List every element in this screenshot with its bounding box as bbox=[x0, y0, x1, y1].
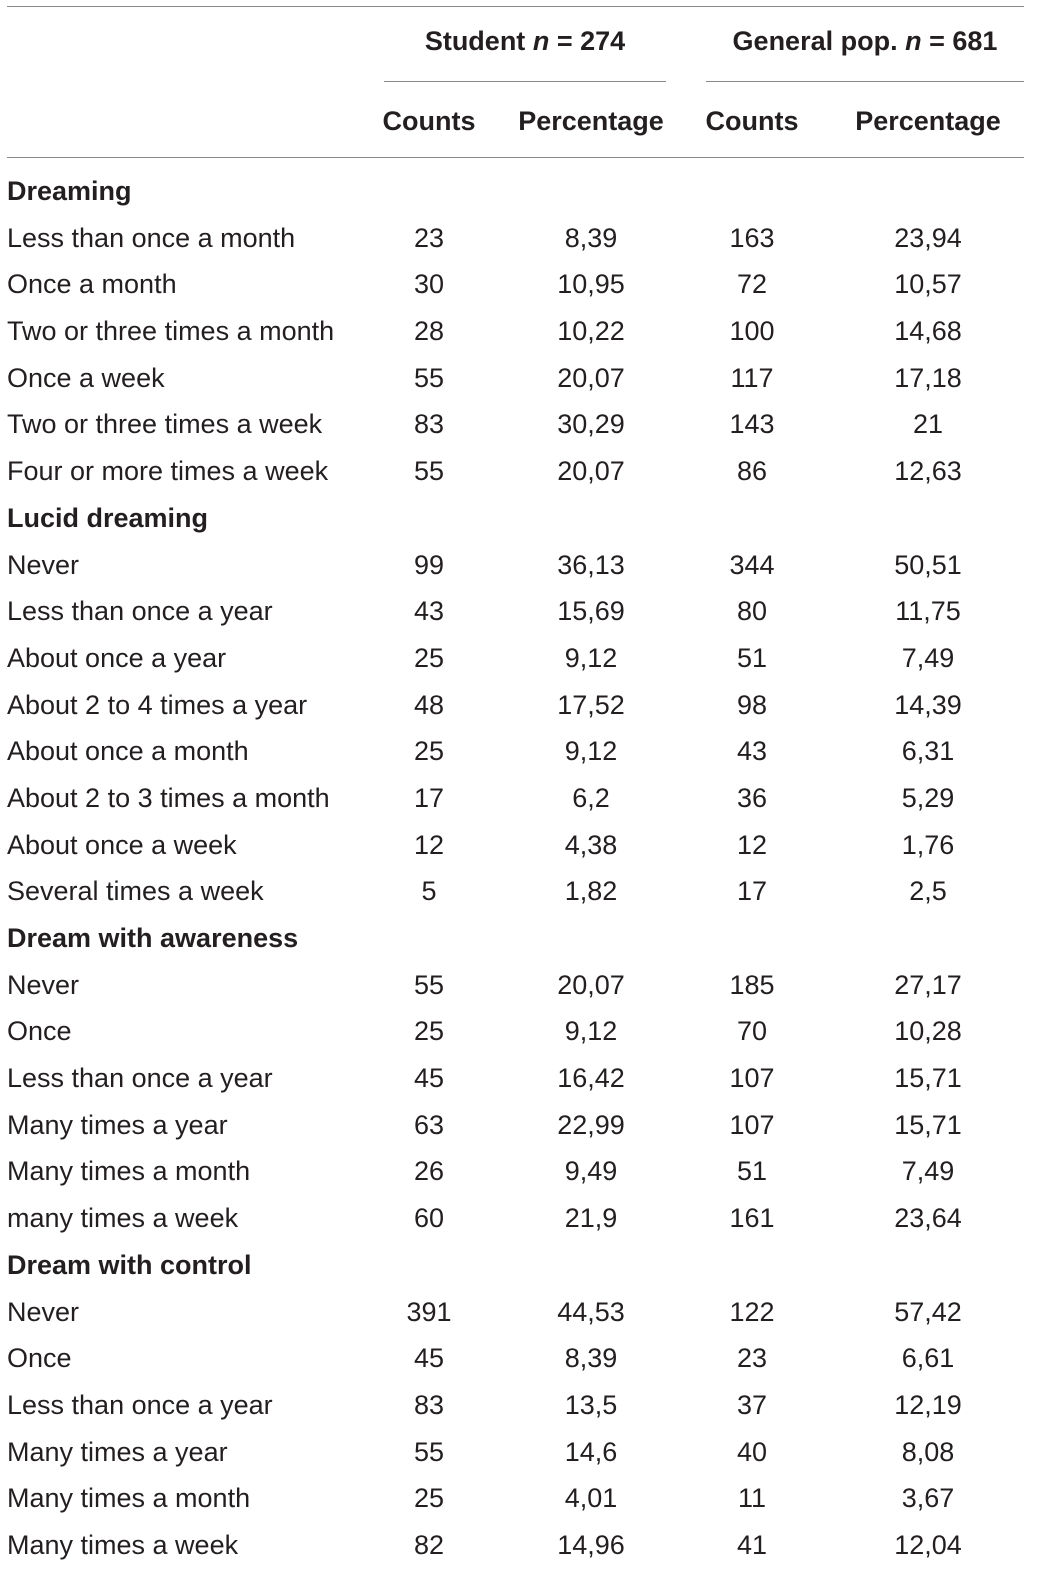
student-percentage-cell: 20,07 bbox=[557, 362, 625, 393]
general-count-cell: 51 bbox=[736, 642, 768, 673]
row-label: About once a week bbox=[7, 829, 237, 860]
student-percentage-cell: 20,07 bbox=[557, 456, 625, 487]
general-percentage-cell: 57,42 bbox=[894, 1296, 962, 1327]
table-row bbox=[0, 775, 1040, 822]
general-count-cell: 43 bbox=[736, 736, 768, 767]
row-label: Less than once a month bbox=[7, 222, 296, 253]
row-label: Many times a month bbox=[7, 1156, 251, 1187]
general-percentage-cell: 21 bbox=[912, 409, 944, 440]
section-title: Dream with awareness bbox=[7, 923, 299, 953]
general-percentage-cell: 15,71 bbox=[894, 1063, 962, 1094]
student-count-cell: 45 bbox=[413, 1063, 445, 1094]
student-percentage-cell: 16,42 bbox=[557, 1063, 625, 1094]
general-count-cell: 163 bbox=[729, 222, 775, 253]
row-label: Once bbox=[7, 1343, 72, 1374]
general-percentage-cell: 17,18 bbox=[894, 362, 962, 393]
general-count-cell: 185 bbox=[729, 969, 775, 1000]
general-percentage-cell: 10,28 bbox=[894, 1016, 962, 1047]
section-title: Dream with control bbox=[7, 1249, 252, 1280]
student-count-cell: 25 bbox=[413, 1483, 445, 1514]
general-count-cell: 107 bbox=[729, 1063, 775, 1094]
row-label: Many times a month bbox=[7, 1483, 251, 1514]
table-row bbox=[0, 1148, 1040, 1195]
row-label: Once a month bbox=[7, 269, 177, 300]
general-count-cell: 17 bbox=[736, 876, 768, 907]
row-label: Never bbox=[7, 1296, 80, 1327]
table-row bbox=[0, 868, 1040, 915]
column-header-general-counts: Counts bbox=[705, 106, 799, 136]
general-count-cell: 122 bbox=[729, 1296, 775, 1327]
general-count-cell: 37 bbox=[736, 1389, 768, 1420]
general-percentage-cell: 8,08 bbox=[901, 1436, 955, 1467]
column-header-general-percentage: Percentage bbox=[855, 106, 1001, 136]
student-count-cell: 30 bbox=[413, 269, 445, 300]
table-row bbox=[0, 1008, 1040, 1055]
row-label: Once a week bbox=[7, 362, 165, 393]
student-count-cell: 63 bbox=[413, 1109, 445, 1140]
general-percentage-cell: 10,57 bbox=[894, 269, 962, 300]
general-count-cell: 107 bbox=[729, 1109, 775, 1140]
student-count-cell: 55 bbox=[413, 456, 445, 487]
general-percentage-cell: 12,63 bbox=[894, 456, 962, 487]
student-percentage-cell: 14,6 bbox=[564, 1436, 618, 1467]
student-count-cell: 17 bbox=[413, 782, 445, 813]
general-percentage-cell: 7,49 bbox=[901, 1156, 955, 1187]
student-count-cell: 391 bbox=[406, 1296, 452, 1327]
row-label: Less than once a year bbox=[7, 596, 273, 627]
student-percentage-cell: 13,5 bbox=[564, 1389, 618, 1420]
general-percentage-cell: 27,17 bbox=[894, 969, 962, 1000]
student-count-cell: 83 bbox=[413, 409, 445, 440]
row-label: About once a month bbox=[7, 736, 249, 767]
student-count-cell: 82 bbox=[413, 1529, 445, 1560]
row-label: many times a week bbox=[7, 1203, 239, 1234]
general-percentage-cell: 3,67 bbox=[901, 1483, 955, 1514]
row-label: Many times a year bbox=[7, 1109, 228, 1140]
student-count-cell: 5 bbox=[421, 876, 437, 907]
sample-size-value: = 681 bbox=[929, 26, 998, 56]
general-count-cell: 117 bbox=[730, 362, 774, 393]
row-label: About 2 to 4 times a year bbox=[7, 689, 308, 720]
student-count-cell: 45 bbox=[413, 1343, 445, 1374]
general-percentage-cell: 5,29 bbox=[901, 782, 955, 813]
row-label: Two or three times a week bbox=[7, 409, 323, 440]
student-count-cell: 25 bbox=[413, 736, 445, 767]
general-count-cell: 344 bbox=[729, 549, 775, 580]
student-count-cell: 55 bbox=[413, 1436, 445, 1467]
student-count-cell: 43 bbox=[413, 596, 445, 627]
table-row bbox=[0, 308, 1040, 355]
student-percentage-cell: 21,9 bbox=[564, 1203, 618, 1234]
section-title: Lucid dreaming bbox=[7, 502, 209, 533]
general-percentage-cell: 6,61 bbox=[901, 1343, 955, 1374]
student-percentage-cell: 10,95 bbox=[557, 269, 625, 300]
column-header-student-counts: Counts bbox=[382, 106, 476, 136]
student-count-cell: 99 bbox=[413, 549, 445, 580]
student-percentage-cell: 15,69 bbox=[557, 596, 625, 627]
table-row bbox=[0, 1102, 1040, 1149]
student-percentage-cell: 44,53 bbox=[557, 1296, 625, 1327]
group-rule-student bbox=[384, 81, 666, 82]
general-count-cell: 70 bbox=[736, 1016, 768, 1047]
general-count-cell: 23 bbox=[736, 1343, 768, 1374]
student-count-cell: 83 bbox=[413, 1389, 445, 1420]
row-label: Two or three times a month bbox=[7, 316, 335, 347]
student-count-cell: 48 bbox=[413, 689, 445, 720]
student-percentage-cell: 17,52 bbox=[557, 689, 625, 720]
row-label: About 2 to 3 times a month bbox=[7, 782, 330, 813]
general-percentage-cell: 7,49 bbox=[901, 642, 955, 673]
general-count-cell: 40 bbox=[736, 1436, 768, 1467]
row-label: Four or more times a week bbox=[7, 456, 329, 487]
group-rule-general-population bbox=[706, 81, 1024, 82]
general-count-cell: 12 bbox=[736, 829, 768, 860]
row-label: Less than once a year bbox=[7, 1063, 273, 1094]
table-row bbox=[0, 401, 1040, 448]
general-percentage-cell: 6,31 bbox=[901, 736, 955, 767]
student-percentage-cell: 22,99 bbox=[557, 1109, 625, 1140]
student-percentage-cell: 9,12 bbox=[564, 642, 618, 673]
row-label: Many times a year bbox=[7, 1436, 228, 1467]
general-percentage-cell: 23,94 bbox=[894, 222, 962, 253]
table-row bbox=[0, 728, 1040, 775]
top-rule bbox=[7, 6, 1024, 7]
section-header-row bbox=[0, 168, 1040, 215]
table-row bbox=[0, 635, 1040, 682]
general-percentage-cell: 23,64 bbox=[894, 1203, 962, 1234]
student-percentage-cell: 10,22 bbox=[557, 316, 625, 347]
student-count-cell: 60 bbox=[413, 1203, 445, 1234]
student-percentage-cell: 20,07 bbox=[557, 969, 625, 1000]
table-row bbox=[0, 822, 1040, 869]
general-percentage-cell: 2,5 bbox=[909, 876, 947, 907]
student-percentage-cell: 9,12 bbox=[564, 736, 618, 767]
student-percentage-cell: 30,29 bbox=[557, 409, 625, 440]
student-count-cell: 26 bbox=[413, 1156, 445, 1187]
table-row bbox=[0, 1289, 1040, 1336]
student-percentage-cell: 1,82 bbox=[564, 876, 618, 907]
table-row bbox=[0, 1055, 1040, 1102]
table-row bbox=[0, 682, 1040, 729]
student-count-cell: 12 bbox=[413, 829, 445, 860]
student-percentage-cell: 6,2 bbox=[572, 782, 610, 813]
general-percentage-cell: 14,68 bbox=[894, 316, 962, 347]
general-count-cell: 98 bbox=[736, 689, 768, 720]
group-label: General pop. bbox=[732, 26, 898, 56]
general-percentage-cell: 12,19 bbox=[894, 1389, 962, 1420]
general-count-cell: 36 bbox=[736, 782, 768, 813]
student-count-cell: 55 bbox=[413, 362, 445, 393]
table-row bbox=[0, 1382, 1040, 1429]
general-percentage-cell: 15,71 bbox=[894, 1109, 962, 1140]
general-count-cell: 86 bbox=[736, 456, 768, 487]
table-row bbox=[0, 448, 1040, 495]
table-row bbox=[0, 215, 1040, 262]
group-header-student bbox=[384, 22, 666, 60]
student-count-cell: 28 bbox=[413, 316, 445, 347]
row-label: Less than once a year bbox=[7, 1389, 273, 1420]
general-percentage-cell: 1,76 bbox=[901, 829, 955, 860]
sample-size-value: = 274 bbox=[556, 26, 626, 56]
student-percentage-cell: 14,96 bbox=[557, 1529, 625, 1560]
student-count-cell: 25 bbox=[413, 642, 445, 673]
section-header-row bbox=[0, 495, 1040, 542]
student-percentage-cell: 4,38 bbox=[564, 829, 618, 860]
column-header-student-percentage: Percentage bbox=[518, 106, 664, 136]
student-percentage-cell: 8,39 bbox=[564, 222, 618, 253]
table-row bbox=[0, 1475, 1040, 1522]
table-row bbox=[0, 261, 1040, 308]
student-count-cell: 55 bbox=[413, 969, 445, 1000]
table-row bbox=[0, 1429, 1040, 1476]
general-count-cell: 80 bbox=[736, 596, 768, 627]
student-percentage-cell: 36,13 bbox=[557, 549, 625, 580]
general-count-cell: 41 bbox=[736, 1529, 768, 1560]
student-percentage-cell: 9,12 bbox=[564, 1016, 618, 1047]
table-row bbox=[0, 962, 1040, 1009]
sample-size-symbol: n bbox=[905, 26, 922, 56]
general-count-cell: 51 bbox=[736, 1156, 768, 1187]
row-label: Never bbox=[7, 549, 80, 580]
section-title: Dreaming bbox=[7, 176, 132, 206]
student-percentage-cell: 4,01 bbox=[564, 1483, 618, 1514]
student-count-cell: 23 bbox=[413, 222, 445, 253]
general-count-cell: 143 bbox=[729, 409, 775, 440]
student-percentage-cell: 9,49 bbox=[564, 1156, 618, 1187]
group-header-general-population bbox=[706, 22, 1024, 60]
student-percentage-cell: 8,39 bbox=[564, 1343, 618, 1374]
row-label: Many times a week bbox=[7, 1529, 239, 1560]
table-row bbox=[0, 542, 1040, 589]
table-row bbox=[0, 1195, 1040, 1242]
table-row bbox=[0, 1522, 1040, 1569]
general-count-cell: 100 bbox=[729, 316, 775, 347]
general-count-cell: 161 bbox=[729, 1203, 775, 1234]
student-count-cell: 25 bbox=[413, 1016, 445, 1047]
general-percentage-cell: 50,51 bbox=[894, 549, 962, 580]
section-header-row bbox=[0, 1242, 1040, 1289]
general-percentage-cell: 12,04 bbox=[894, 1529, 962, 1560]
section-header-row bbox=[0, 915, 1040, 962]
header-rule bbox=[7, 157, 1024, 158]
general-count-cell: 72 bbox=[736, 269, 768, 300]
sample-size-symbol: n bbox=[532, 26, 550, 56]
row-label: Several times a week bbox=[7, 876, 264, 907]
table-row bbox=[0, 588, 1040, 635]
table-body bbox=[0, 168, 1040, 1569]
row-label: Never bbox=[7, 969, 80, 1000]
general-percentage-cell: 11,75 bbox=[895, 596, 961, 627]
table-row bbox=[0, 1335, 1040, 1382]
group-label: Student bbox=[424, 26, 526, 56]
row-label: Once bbox=[7, 1016, 72, 1047]
row-label: About once a year bbox=[7, 642, 227, 673]
table-row bbox=[0, 355, 1040, 402]
general-count-cell: 11 bbox=[737, 1483, 767, 1514]
general-percentage-cell: 14,39 bbox=[894, 689, 962, 720]
